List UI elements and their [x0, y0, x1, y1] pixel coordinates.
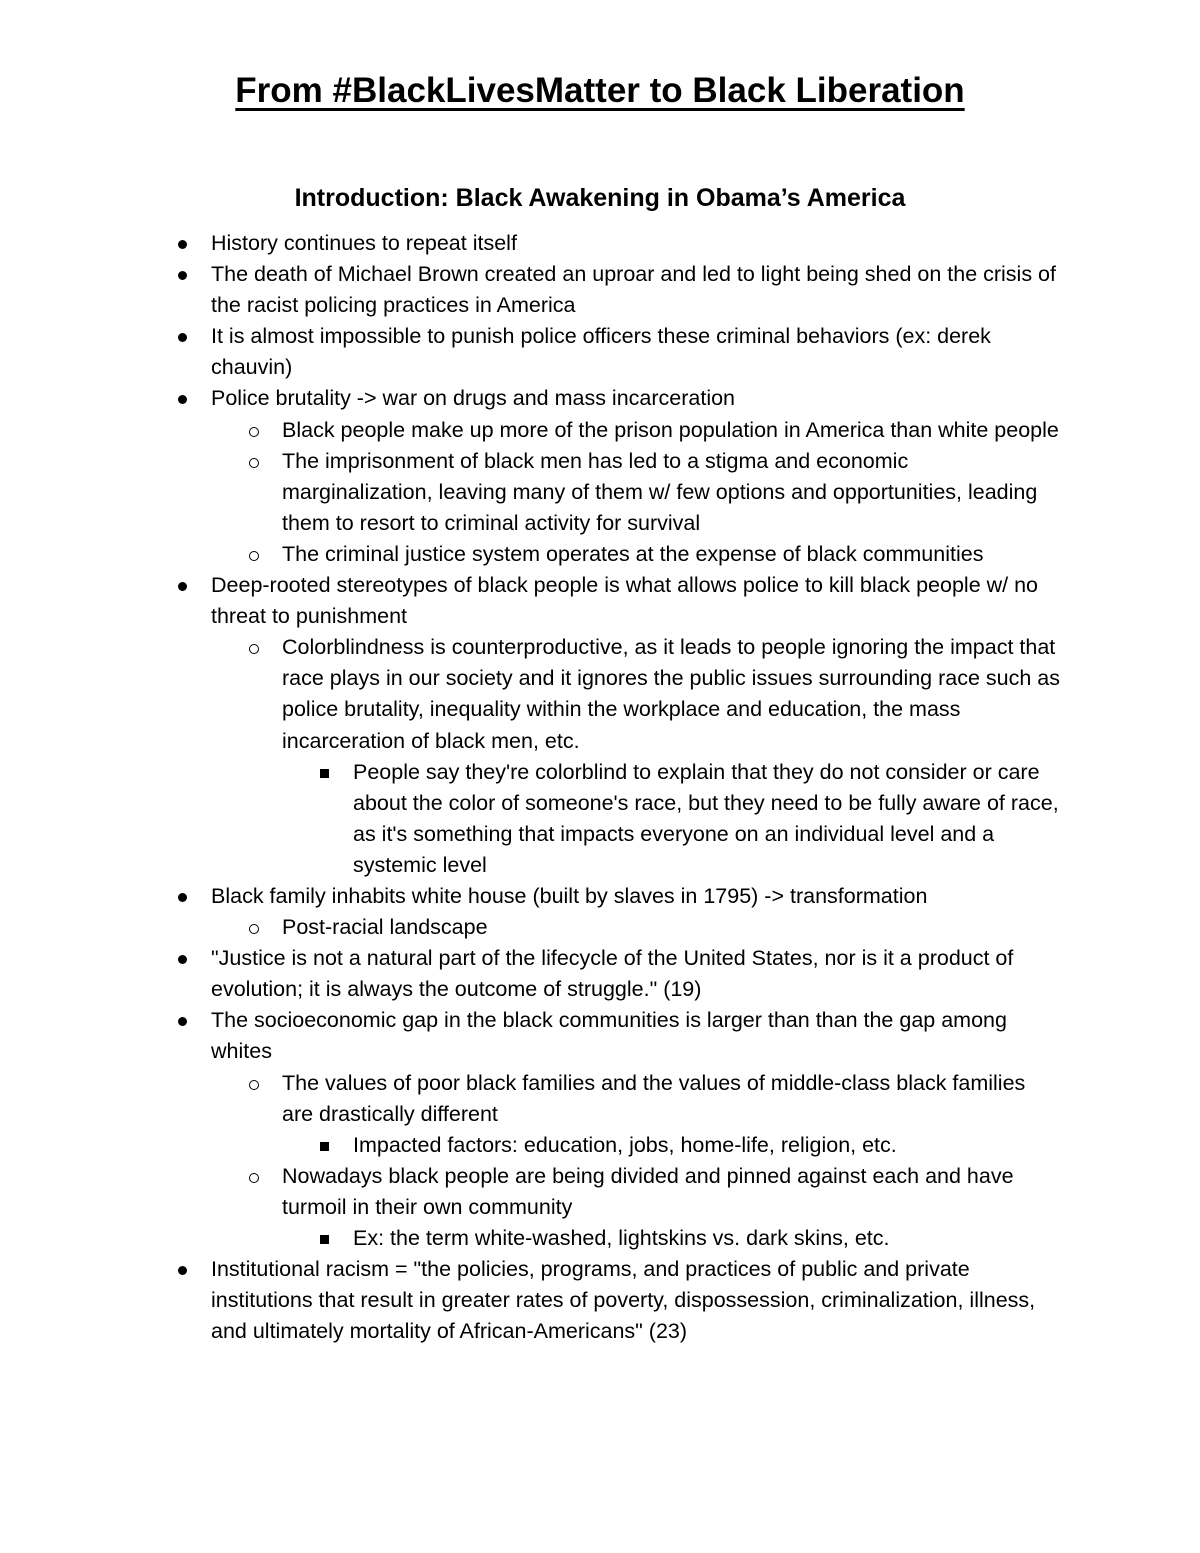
list-item	[0, 259, 1061, 321]
list-item	[0, 321, 1061, 383]
list-item-text: "Justice is not a natural part of the lifecycle of the United States, nor is it a product of evolution; it is always the outcome of struggle." (19)	[211, 946, 1014, 1002]
list-item	[0, 943, 1061, 1005]
list-item	[0, 539, 1062, 570]
list-item	[0, 383, 1061, 414]
list-item-text: Post-racial landscape	[282, 915, 488, 940]
hollow-circle-bullet-icon	[249, 644, 259, 654]
bullet-list	[0, 228, 1200, 1347]
list-item-text: History continues to repeat itself	[211, 231, 517, 255]
filled-circle-bullet-icon	[178, 1017, 187, 1026]
list-item	[0, 757, 1063, 881]
list-item-text: Black family inhabits white house (built by slaves in 1795) -> transformation	[211, 883, 928, 908]
list-item-text: The death of Michael Brown created an uproar and led to light being shed on the crisis of the racist policing practices in America	[211, 262, 1056, 318]
filled-circle-bullet-icon	[178, 395, 187, 404]
square-bullet-icon	[320, 1235, 329, 1244]
list-item-text: Police brutality -> war on drugs and mass incarceration	[211, 386, 736, 411]
list-item-text: Nowadays black people are being divided and pinned against each and have turmoil in their own community	[282, 1163, 1014, 1219]
list-item-text: It is almost impossible to punish police officers these criminal behaviors (ex: derek chauvin)	[211, 324, 991, 380]
list-item	[0, 881, 1061, 912]
list-item	[0, 415, 1062, 446]
list-item	[0, 1068, 1062, 1130]
list-item-text: The socioeconomic gap in the black communities is larger than than the gap among whites	[211, 1008, 1007, 1064]
list-item	[0, 632, 1062, 756]
filled-circle-bullet-icon	[178, 893, 187, 902]
hollow-circle-bullet-icon	[249, 1173, 259, 1183]
hollow-circle-bullet-icon	[249, 1080, 259, 1090]
list-item-text: Deep-rooted stereotypes of black people is what allows police to kill black people w/ no threat to punishment	[211, 573, 1039, 629]
section-heading: Introduction: Black Awakening in Obama’s America	[294, 184, 906, 212]
list-item-text: Black people make up more of the prison population in America than white people	[282, 417, 1059, 442]
filled-circle-bullet-icon	[178, 271, 187, 280]
list-item-text: Ex: the term white-washed, lightskins vs. dark skins, etc.	[353, 1226, 890, 1250]
list-item-text: People say they're colorblind to explain that they do not consider or care about the color of someone's race, but they need to be fully aware of race, as it's something that impacts everyone on an individual level and a systemic level	[353, 759, 1059, 877]
list-item	[0, 1223, 1063, 1254]
hollow-circle-bullet-icon	[249, 924, 259, 934]
square-bullet-icon	[320, 769, 329, 778]
list-item-text: Institutional racism = "the policies, programs, and practices of public and private institutions that result in greater rates of poverty, dispossession, criminalization, illness, and ultimately mortality of African-Americans" (23)	[211, 1257, 1036, 1344]
filled-circle-bullet-icon	[178, 240, 187, 249]
filled-circle-bullet-icon	[178, 333, 187, 342]
square-bullet-icon	[320, 1142, 329, 1151]
list-item	[0, 1254, 1061, 1347]
list-item	[0, 912, 1062, 943]
list-item	[0, 1161, 1062, 1223]
list-item	[0, 1130, 1063, 1161]
list-item-text: The criminal justice system operates at the expense of black communities	[282, 541, 984, 566]
list-item-text: The values of poor black families and the values of middle-class black families are drastically different	[282, 1070, 1026, 1126]
list-item	[0, 446, 1062, 539]
filled-circle-bullet-icon	[178, 955, 187, 964]
list-item-text: Colorblindness is counterproductive, as it leads to people ignoring the impact that race plays in our society and it ignores the public issues surrounding race such as police brutality, inequality within the workplace and education, the mass incarceration of black men, etc.	[282, 635, 1060, 753]
list-item	[0, 1005, 1061, 1067]
hollow-circle-bullet-icon	[249, 427, 259, 437]
filled-circle-bullet-icon	[178, 582, 187, 591]
list-item-text: Impacted factors: education, jobs, home-life, religion, etc.	[353, 1132, 897, 1157]
document-title: From #BlackLivesMatter to Black Liberation	[235, 71, 965, 110]
hollow-circle-bullet-icon	[249, 458, 259, 468]
list-item-text: The imprisonment of black men has led to a stigma and economic marginalization, leaving many of them w/ few options and opportunities, leading them to resort to criminal activity for survival	[282, 448, 1038, 535]
hollow-circle-bullet-icon	[249, 551, 259, 561]
list-item	[0, 228, 1061, 259]
filled-circle-bullet-icon	[178, 1266, 187, 1275]
list-item	[0, 570, 1061, 632]
